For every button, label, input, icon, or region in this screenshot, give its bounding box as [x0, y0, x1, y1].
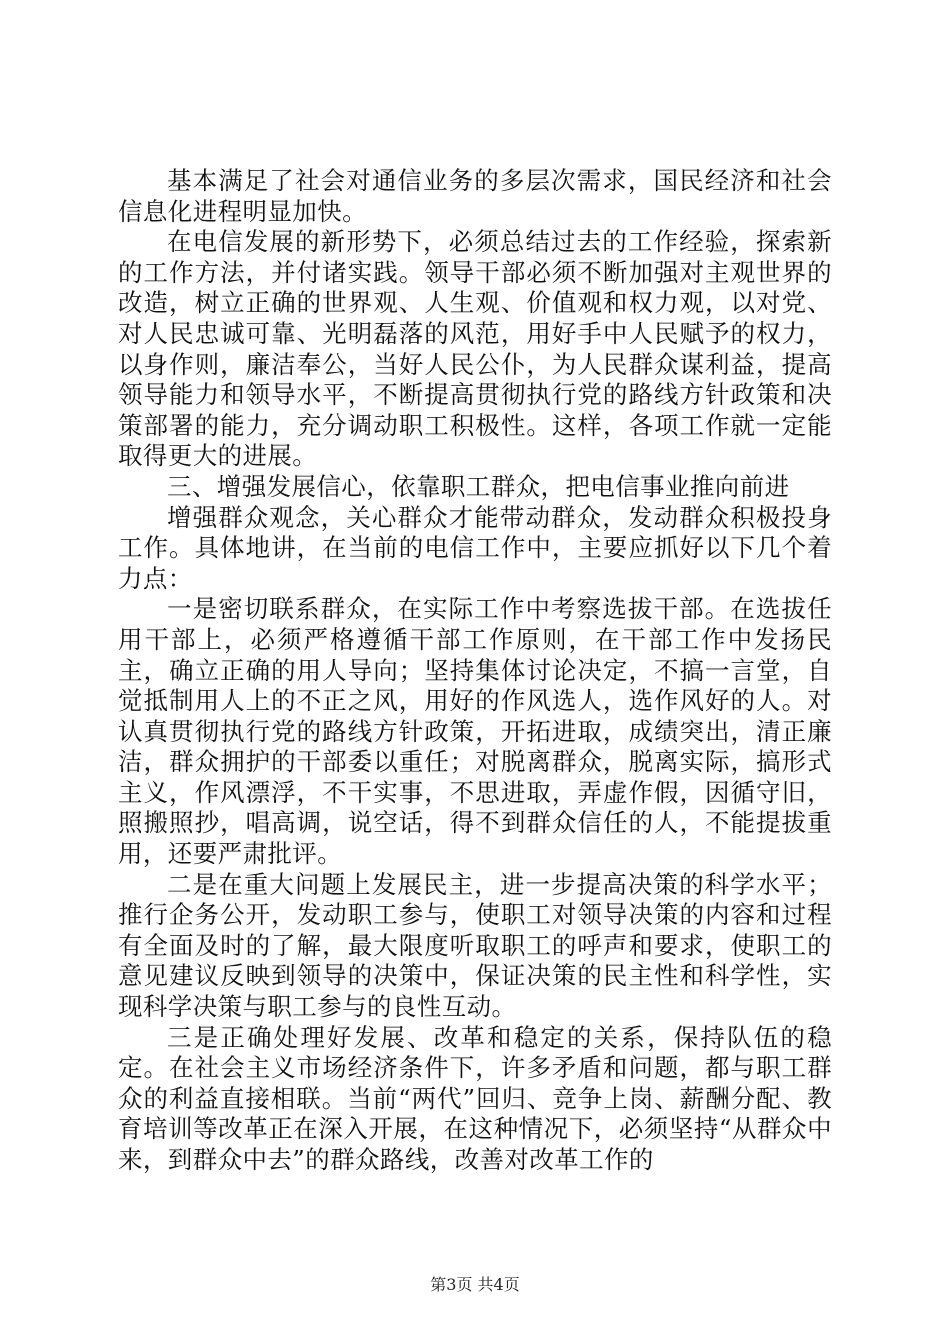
document-body: [118, 166, 832, 1176]
paragraph-5: 二是在重大问题上发展民主，进一步提高决策的科学水平；推行企务公开，发动职工参与，使职工对领导决策的内容和过程有全面及时的了解，最大限度听取职工的呼声和要求，使职工的意见建议反映到领导的决策中，保证决策的民主性和科学性，实现科学决策与职工参与的良性互动。: [118, 869, 832, 1022]
section-heading: 三、增强发展信心，依靠职工群众，把电信事业推向前进: [167, 471, 790, 501]
paragraph-1: 基本满足了社会对通信业务的多层次需求，国民经济和社会信息化进程明显加快。: [118, 166, 832, 226]
page-footer: 第3页 共4页: [430, 1275, 520, 1294]
paragraph-2: 在电信发展的新形势下，必须总结过去的工作经验，探索新的工作方法，并付诸实践。领导干部必须不断加强对主观世界的改造，树立正确的世界观、人生观、价值观和权力观，以对党、对人民忠诚可靠、光明磊落的风范，用好手中人民赋予的权力，以身作则，廉洁奉公，当好人民公仆，为人民群众谋利益，提高领导能力和领导水平，不断提高贯彻执行党的路线方针政策和决策部署的能力，充分调动职工积极性。这样，各项工作就一定能取得更大的进展。: [118, 227, 832, 471]
paragraph-6: 三是正确处理好发展、改革和稳定的关系，保持队伍的稳定。在社会主义市场经济条件下，许多矛盾和问题，都与职工群众的利益直接相联。当前“两代”回归、竞争上岗、薪酬分配、教育培训等改革正在深入开展，在这种情况下，必须坚持“从群众中来，到群众中去”的群众路线，改善对改革工作的: [118, 1022, 832, 1174]
paragraph-4: 一是密切联系群众，在实际工作中考察选拔干部。在选拔任用干部上，必须严格遵循干部工作原则，在干部工作中发扬民主，确立正确的用人导向；坚持集体讨论决定，不搞一言堂，自觉抵制用人上的不正之风，用好的作风选人，选作风好的人。对认真贯彻执行党的路线方针政策，开拓进取，成绩突出，清正廉洁，群众拥护的干部委以重任；对脱离群众，脱离实际，搞形式主义，作风漂浮，不干实事，不思进取，弄虚作假，因循守旧，照搬照抄，唱高调，说空话，得不到群众信任的人，不能提拔重用，还要严肃批评。: [118, 594, 832, 869]
paragraph-3: 增强群众观念，关心群众才能带动群众，发动群众积极投身工作。具体地讲，在当前的电信工作中，主要应抓好以下几个着力点：: [118, 502, 832, 593]
